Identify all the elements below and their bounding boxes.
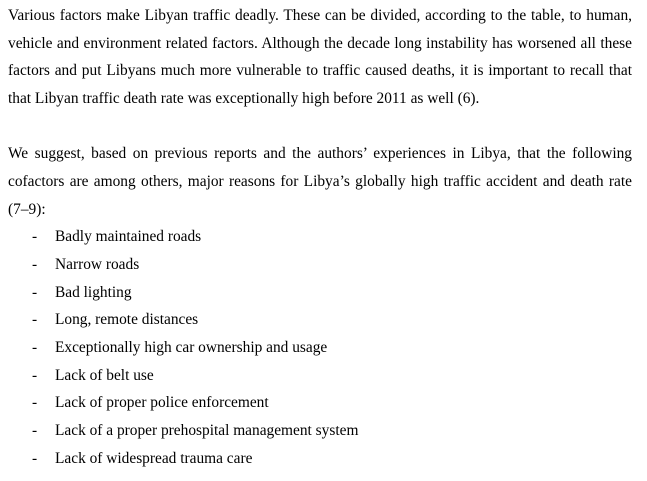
list-item-text: Lack of a proper prehospital management system — [55, 421, 359, 439]
list-marker: - — [32, 421, 38, 439]
list-item — [8, 445, 632, 473]
list-item — [8, 362, 632, 390]
list-item — [8, 279, 632, 307]
list-marker: - — [32, 366, 38, 384]
list-marker: - — [32, 338, 38, 356]
list-marker: - — [32, 283, 38, 301]
list-item — [8, 306, 632, 334]
list-item-text: Narrow roads — [55, 255, 140, 273]
list-item — [8, 251, 632, 279]
list-marker: - — [32, 228, 38, 246]
cofactor-list — [8, 223, 632, 472]
list-item — [8, 389, 632, 417]
list-item-text: Long, remote distances — [55, 311, 199, 329]
list-item-text: Lack of belt use — [55, 366, 154, 384]
document-page — [8, 2, 632, 472]
list-item-text: Exceptionally high car ownership and usage — [55, 338, 328, 356]
list-item-text: Lack of proper police enforcement — [55, 394, 269, 412]
list-marker: - — [32, 394, 38, 412]
list-marker: - — [32, 311, 38, 329]
list-item-text: Lack of widespread trauma care — [55, 449, 253, 467]
paragraph-cofactors-intro: We suggest, based on previous reports and the authors’ experiences in Libya, that the following cofactors are among others, major reasons for Libya’s globally high traffic accident and death rate (7–9): — [8, 145, 632, 218]
list-item — [8, 417, 632, 445]
list-item — [8, 334, 632, 362]
list-marker: - — [32, 449, 38, 467]
list-item — [8, 223, 632, 251]
list-marker: - — [32, 255, 38, 273]
paragraph-traffic-factors: Various factors make Libyan traffic deadly. These can be divided, according to the table, to human, vehicle and environment related factors. Although the decade long instability has worsened all these factors and put Libyans much more vulnerable to traffic caused deaths, it is important to recall that that Libyan traffic death rate was exceptionally high before 2011 as well (6). — [8, 7, 632, 107]
list-item-text: Bad lighting — [55, 283, 132, 301]
list-item-text: Badly maintained roads — [55, 228, 202, 246]
